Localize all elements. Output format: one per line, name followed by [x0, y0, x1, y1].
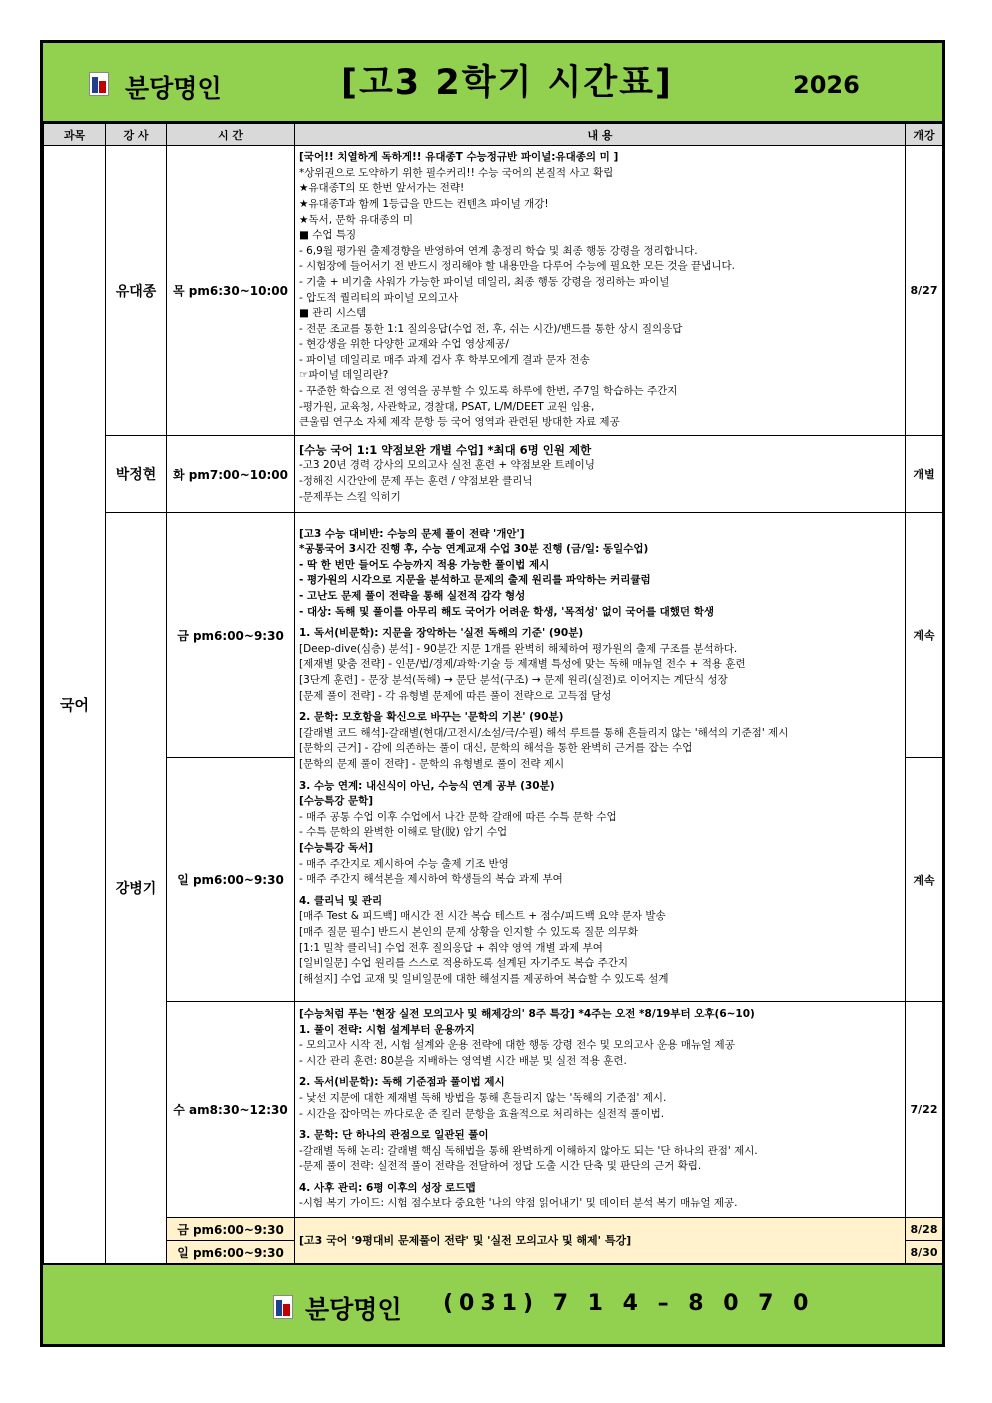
content-line: - 매주 공통 수업 이후 수업에서 나간 문학 갈래에 따른 수특 문학 수업 [299, 810, 617, 823]
content-line: - 매주 주간지로 제시하여 수능 출제 기조 반영 [299, 857, 509, 870]
table-row [44, 1002, 943, 1218]
content-line: ■ 관리 시스템 [299, 307, 367, 320]
content-line: [매주 Test & 피드백] 매시간 전 시간 복습 테스트 + 점수/피드백 요약 문자 발송 [299, 910, 666, 923]
teacher-cell: 유대종 [106, 146, 167, 436]
start-date-cell: 8/28 [906, 1218, 943, 1241]
content-line: [일비일문] 수업 원리를 스스로 적용하도록 설계된 자기주도 복습 주간지 [299, 957, 629, 970]
course-title: [수능처럼 푸는 '현장 실전 모의고사 및 해제강의' 8주 특강] *4주는 오전 *8/19부터 오후(6~10) [299, 1007, 755, 1020]
content-line: - 수특 문학의 완벽한 이해로 탈(脫) 암기 수업 [299, 826, 508, 839]
content-line: [문제 풀이 전략] - 각 유형별 문제에 따른 풀이 전략으로 고득점 달성 [299, 689, 612, 702]
content-line: - 모의고사 시작 전, 시험 설계와 운용 전략에 대한 행동 강령 전수 및 모의고사 운용 매뉴얼 제공 [299, 1039, 735, 1052]
content-line: [수능특강 독서] [299, 841, 374, 854]
content-line: - 파이널 데일리로 매주 과제 검사 후 학부모에게 결과 문자 전송 [299, 353, 590, 366]
content-line: [수능특강 문학] [299, 795, 374, 808]
content-line: - 딱 한 번만 들어도 수능까지 적용 가능한 풀이법 제시 [299, 558, 550, 571]
content-line: [1:1 밀착 클리닉] 수업 전후 질의응답 + 취약 영역 개별 과제 부여 [299, 941, 603, 954]
content-line: - 시험장에 들어서기 전 반드시 정리해야 할 내용만을 다루어 수능에 필요한 모든 것을 끝냅니다. [299, 260, 735, 273]
content-line: ☞파이널 데일리란? [299, 369, 389, 382]
page-title: [고3 2학기 시간표] [341, 63, 673, 103]
table-row [44, 146, 943, 436]
content-line: [문학의 문제 풀이 전략] - 문학의 유형별로 풀이 전략 제시 [299, 758, 565, 770]
course-title: [국어!! 치열하게 독하게!! 유대종T 수능정규반 파이널:유대종의 미 ] [299, 151, 619, 164]
section-title: 1. 풀이 전략: 시험 설계부터 운용까지 [299, 1023, 475, 1036]
content-line: -문제푸는 스킬 익히기 [299, 490, 401, 503]
content-line: [제재별 맞춤 전략] - 인문/법/경제/과학·기술 등 제재별 특성에 맞는 독해 매뉴얼 전수 + 적용 훈련 [299, 658, 746, 671]
time-cell: 화 pm7:00~10:00 [167, 436, 295, 513]
content-line: - 기출 + 비기출 사워가 가능한 파이널 데일리, 최종 행동 강령을 정리하는 파이널 [299, 275, 670, 288]
course-content [295, 146, 906, 436]
content-line: *공통국어 3시간 진행 후, 수능 연계교재 수업 30분 진행 (금/일: 동일수업) [299, 543, 649, 556]
time-cell: 일 pm6:00~9:30 [167, 758, 295, 1002]
section-title: 4. 클리닉 및 관리 [299, 894, 383, 907]
content-line: -정해진 시간안에 문제 푸는 훈련 / 약점보완 클리닉 [299, 475, 533, 487]
timetable-page [40, 40, 945, 1347]
course-content: [고3 국어 '9평대비 문제풀이 전략' 및 '실전 모의고사 및 해제' 특강] [295, 1218, 906, 1264]
content-line: - 낯선 지문에 대한 제재별 독해 방법을 통해 흔들리지 않는 '독해의 기준점' 제시. [299, 1091, 667, 1104]
content-line: - 대상: 독해 및 풀이를 아무리 해도 국어가 어려운 학생, '목적성' 없이 국어를 대했던 학생 [299, 605, 715, 618]
start-date-cell: 계속 [906, 758, 943, 1002]
content-line: ★유대종T의 또 한번 앞서가는 전략! [299, 182, 465, 195]
content-line: ■ 수업 특징 [299, 229, 357, 242]
content-line: - 압도적 퀄리티의 파이널 모의고사 [299, 291, 459, 304]
content-line: - 6,9월 평가원 출제경향을 반영하여 연계 총정리 학습 및 최종 행동 강령을 정리합니다. [299, 244, 698, 257]
phone-number: (031) 7 1 4 – 8 0 7 0 [443, 1291, 815, 1316]
teacher-cell: 박정현 [106, 436, 167, 513]
content-line: - 평가원의 시각으로 지문을 분석하고 문제의 출제 원리를 파악하는 커리큘럼 [299, 574, 651, 587]
col-header-teacher: 강 사 [106, 124, 167, 146]
content-line: -고3 20년 경력 강사의 모의고사 실전 훈련 + 약점보완 트레이닝 [299, 459, 595, 472]
content-line: [3단계 훈련] - 문장 분석(독해) → 문단 분석(구조) → 문제 원리(실전)로 이어지는 계단식 성장 [299, 674, 728, 687]
col-header-content: 내 용 [295, 124, 906, 146]
content-line: [문학의 근거] - 감에 의존하는 풀이 대신, 문학의 해석을 통한 완벽히 근거를 잡는 수업 [299, 742, 693, 755]
content-line: - 시간을 잡아먹는 까다로운 준 킬러 문항을 효율적으로 처리하는 실전적 풀이법. [299, 1107, 665, 1120]
content-line: -평가원, 교육청, 사관학교, 경찰대, PSAT, L/M/DEET 교원 임용, [299, 400, 595, 413]
start-date-cell: 계속 [906, 513, 943, 758]
header-brand: 분당명인 [125, 74, 222, 103]
table-header-row [44, 124, 943, 146]
course-title: [수능 국어 1:1 약점보완 개별 수업] *최대 6명 인원 제한 [299, 442, 592, 457]
time-cell: 일 pm6:00~9:30 [167, 1241, 295, 1264]
course-content [295, 513, 906, 1002]
table-row [44, 513, 943, 758]
academy-logo-icon [89, 72, 109, 96]
course-content [295, 436, 906, 513]
start-date-cell: 8/27 [906, 146, 943, 436]
section-title: 3. 수능 연계: 내신식이 아닌, 수능식 연계 공부 (30분) [299, 779, 555, 792]
content-line: [Deep-dive(심층) 분석] - 90분간 지문 1개를 완벽히 해체하여 평가원의 출제 구조를 분석하다. [299, 642, 738, 655]
content-line: - 고난도 문제 풀이 전략을 통해 실전적 감각 형성 [299, 590, 526, 603]
subject-cell: 국어 [44, 146, 106, 1264]
col-header-count: 개강 [906, 124, 943, 146]
col-header-time: 시 간 [167, 124, 295, 146]
section-title: 4. 사후 관리: 6평 이후의 성장 로드맵 [299, 1181, 476, 1194]
course-title: [고3 수능 대비반: 수능의 문제 풀이 전략 '개안'] [299, 527, 525, 540]
content-line: 큰울림 연구소 자체 제작 문항 등 국어 영역과 관련된 방대한 자료 제공 [299, 416, 620, 429]
section-title: 3. 문학: 단 하나의 관점으로 일관된 풀이 [299, 1129, 489, 1142]
year-label: 2026 [793, 71, 860, 99]
footer-brand: 분당명인 [305, 1295, 402, 1324]
content-line: - 전문 조교를 통한 1:1 질의응답(수업 전, 후, 쉬는 시간)/밴드를 통한 상시 질의응답 [299, 322, 683, 335]
table-row [44, 436, 943, 513]
content-line: *상위권으로 도약하기 위한 필수커리!! 수능 국어의 본질적 사고 확립 [299, 166, 614, 179]
content-line: - 꾸준한 학습으로 전 영역을 공부할 수 있도록 하루에 한번, 주7일 학습하는 주간지 [299, 385, 678, 398]
content-line: [해설지] 수업 교재 및 일비일문에 대한 해설지를 제공하여 복습할 수 있도록 설계 [299, 972, 669, 985]
content-line: [매주 질문 필수] 반드시 본인의 문제 상황을 인지할 수 있도록 질문 의무화 [299, 925, 639, 938]
content-line: - 매주 주간지 해석본을 제시하여 학생들의 복습 과제 부여 [299, 873, 563, 886]
section-title: 1. 독서(비문학): 지문을 장악하는 '실전 독해의 기준' (90분) [299, 627, 584, 640]
table-row [44, 1218, 943, 1241]
content-line: [갈래별 코드 해석]-갈래별(현대/고전시/소설/극/수필) 해석 루트를 통해 흔들리지 않는 '해석의 기준점' 제시 [299, 726, 789, 739]
teacher-cell: 강병기 [106, 513, 167, 1264]
schedule-table [43, 123, 943, 1264]
content-line: -갈래별 독해 논리: 갈래별 핵심 독해법을 통해 완벽하게 이해하지 않아도 되는 '단 하나의 관점' 제시. [299, 1144, 758, 1157]
course-content [295, 1002, 906, 1218]
section-title: 2. 문학: 모호함을 확신으로 바꾸는 '문학의 기본' (90분) [299, 711, 564, 724]
section-title: 2. 독서(비문학): 독해 기준점과 풀이법 제시 [299, 1076, 505, 1089]
content-line: ★유대종T과 함께 1등급을 만드는 컨텐츠 파이널 개강! [299, 197, 549, 210]
content-line: -시험 복기 가이드: 시험 점수보다 중요한 '나의 약점 읽어내기' 및 데이터 분석 복기 매뉴얼 제공. [299, 1197, 738, 1210]
time-cell: 수 am8:30~12:30 [167, 1002, 295, 1218]
start-date-cell: 7/22 [906, 1002, 943, 1218]
content-line: ★독서, 문학 유대종의 미 [299, 213, 414, 226]
time-cell: 목 pm6:30~10:00 [167, 146, 295, 436]
footer-banner [43, 1263, 942, 1344]
content-line: - 현강생을 위한 다양한 교재와 수업 영상제공/ [299, 338, 509, 351]
start-date-cell: 개별 [906, 436, 943, 513]
content-line: -문제 풀이 전략: 실전적 풀이 전략을 전달하여 정답 도출 시간 단축 및 판단의 근거 확립. [299, 1160, 702, 1173]
col-header-subject: 과목 [44, 124, 106, 146]
content-line: - 시간 관리 훈련: 80분을 지배하는 영역별 시간 배분 및 실전 적용 훈련. [299, 1054, 627, 1067]
time-cell: 금 pm6:00~9:30 [167, 1218, 295, 1241]
academy-logo-icon [273, 1295, 293, 1319]
start-date-cell: 8/30 [906, 1241, 943, 1264]
time-cell: 금 pm6:00~9:30 [167, 513, 295, 758]
header-banner [43, 43, 942, 123]
